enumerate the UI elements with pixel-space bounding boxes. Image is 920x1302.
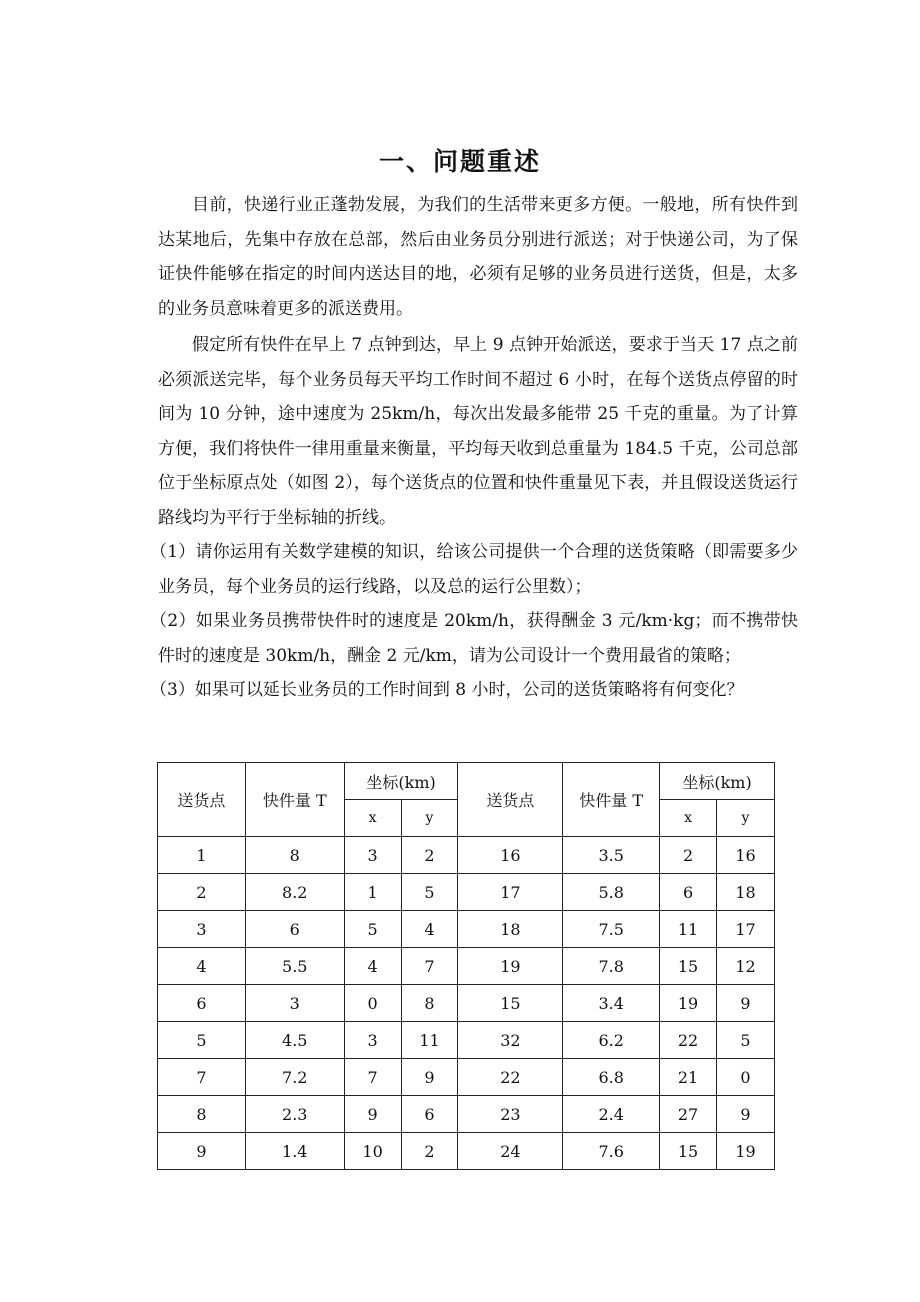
table-cell: 8.2 bbox=[245, 874, 344, 911]
table-row bbox=[158, 1133, 775, 1170]
table-cell: 12 bbox=[717, 948, 775, 985]
table-cell: 9 bbox=[401, 1059, 458, 1096]
table-cell: 27 bbox=[660, 1096, 717, 1133]
table-cell: 19 bbox=[458, 948, 563, 985]
table-cell: 15 bbox=[458, 985, 563, 1022]
table-cell: 5 bbox=[717, 1022, 775, 1059]
table-cell: 6 bbox=[158, 985, 246, 1022]
table-row bbox=[158, 874, 775, 911]
table-cell: 2 bbox=[401, 1133, 458, 1170]
table-cell: 3 bbox=[245, 985, 344, 1022]
table-cell: 1 bbox=[344, 874, 401, 911]
header-x-right: x bbox=[660, 800, 717, 837]
table-cell: 22 bbox=[458, 1059, 563, 1096]
table-cell: 7.8 bbox=[563, 948, 660, 985]
table-cell: 2 bbox=[401, 837, 458, 874]
table-cell: 3.4 bbox=[563, 985, 660, 1022]
table-cell: 16 bbox=[458, 837, 563, 874]
table-cell: 1.4 bbox=[245, 1133, 344, 1170]
question-2: （2）如果业务员携带快件时的速度是 20km/h，获得酬金 3 元/km·kg；而不携带快件时的速度是 30km/h，酬金 2 元/km，请为公司设计一个费用最省的策略； bbox=[150, 611, 798, 666]
table-cell: 7 bbox=[401, 948, 458, 985]
table-cell: 11 bbox=[660, 911, 717, 948]
table-cell: 5.5 bbox=[245, 948, 344, 985]
question-3: （3）如果可以延长业务员的工作时间到 8 小时，公司的送货策略将有何变化？ bbox=[150, 680, 744, 700]
table-cell: 0 bbox=[344, 985, 401, 1022]
table-cell: 8 bbox=[245, 837, 344, 874]
table-cell: 6.2 bbox=[563, 1022, 660, 1059]
table-cell: 15 bbox=[660, 948, 717, 985]
table-row bbox=[158, 985, 775, 1022]
table-cell: 17 bbox=[458, 874, 563, 911]
table-cell: 1 bbox=[158, 837, 246, 874]
table-cell: 6 bbox=[401, 1096, 458, 1133]
table-cell: 9 bbox=[158, 1133, 246, 1170]
table-cell: 3 bbox=[344, 1022, 401, 1059]
table-cell: 18 bbox=[717, 874, 775, 911]
table-cell: 24 bbox=[458, 1133, 563, 1170]
table-cell: 15 bbox=[660, 1133, 717, 1170]
header-point-left: 送货点 bbox=[158, 763, 246, 837]
table-cell: 6 bbox=[245, 911, 344, 948]
table-cell: 5 bbox=[401, 874, 458, 911]
table-cell: 32 bbox=[458, 1022, 563, 1059]
delivery-points-table bbox=[157, 762, 775, 1170]
header-qty-right: 快件量 T bbox=[563, 763, 660, 837]
section-title: 一、问题重述 bbox=[378, 147, 541, 176]
table-row bbox=[158, 911, 775, 948]
header-coord-right: 坐标(km) bbox=[660, 763, 775, 800]
table-cell: 4 bbox=[158, 948, 246, 985]
table-cell: 2 bbox=[660, 837, 717, 874]
table-cell: 8 bbox=[158, 1096, 246, 1133]
table-cell: 7.5 bbox=[563, 911, 660, 948]
header-point-right: 送货点 bbox=[458, 763, 563, 837]
table-cell: 2.3 bbox=[245, 1096, 344, 1133]
table-cell: 17 bbox=[717, 911, 775, 948]
table-cell: 7.2 bbox=[245, 1059, 344, 1096]
table-cell: 7.6 bbox=[563, 1133, 660, 1170]
table-cell: 9 bbox=[717, 1096, 775, 1133]
header-coord-left: 坐标(km) bbox=[344, 763, 458, 800]
table-cell: 7 bbox=[344, 1059, 401, 1096]
table-body bbox=[158, 837, 775, 1170]
table-cell: 8 bbox=[401, 985, 458, 1022]
table-row bbox=[158, 1059, 775, 1096]
table-cell: 21 bbox=[660, 1059, 717, 1096]
table-row bbox=[158, 1096, 775, 1133]
table-cell: 3 bbox=[158, 911, 246, 948]
table-cell: 18 bbox=[458, 911, 563, 948]
table-cell: 5 bbox=[158, 1022, 246, 1059]
table-cell: 0 bbox=[717, 1059, 775, 1096]
table-cell: 19 bbox=[660, 985, 717, 1022]
table-cell: 19 bbox=[717, 1133, 775, 1170]
table-cell: 2 bbox=[158, 874, 246, 911]
assumption-paragraph: 假定所有快件在早上 7 点钟到达，早上 9 点钟开始派送，要求于当天 17 点之前必须派送完毕，每个业务员每天平均工作时间不超过 6 小时，在每个送货点停留的时间为 10 分钟，途中速度为 25km/h，每次出发最多能带 25 千克的重量。为了计算方便，我们将快件一律用重量来衡量，平均每天收到总重量为 184.5 千克，公司总部位于坐标原点处（如图 2），每个送货点的位置和快件重量见下表，并且假设送货运行路线均为平行于坐标轴的折线。 bbox=[158, 335, 798, 528]
table-row bbox=[158, 948, 775, 985]
table-cell: 16 bbox=[717, 837, 775, 874]
table-cell: 3 bbox=[344, 837, 401, 874]
table-cell: 6 bbox=[660, 874, 717, 911]
table-cell: 11 bbox=[401, 1022, 458, 1059]
table-cell: 5 bbox=[344, 911, 401, 948]
table-cell: 4.5 bbox=[245, 1022, 344, 1059]
table-cell: 9 bbox=[717, 985, 775, 1022]
table-cell: 9 bbox=[344, 1096, 401, 1133]
header-x-left: x bbox=[344, 800, 401, 837]
table-row bbox=[158, 837, 775, 874]
header-y-right: y bbox=[717, 800, 775, 837]
intro-paragraph: 目前，快递行业正蓬勃发展，为我们的生活带来更多方便。一般地，所有快件到达某地后，先集中存放在总部，然后由业务员分别进行派送；对于快递公司，为了保证快件能够在指定的时间内送达目的地，必须有足够的业务员进行送货，但是，太多的业务员意味着更多的派送费用。 bbox=[158, 195, 798, 319]
header-qty-left: 快件量 T bbox=[245, 763, 344, 837]
table-cell: 7 bbox=[158, 1059, 246, 1096]
table-row bbox=[158, 1022, 775, 1059]
table-cell: 3.5 bbox=[563, 837, 660, 874]
table-cell: 22 bbox=[660, 1022, 717, 1059]
body-text bbox=[150, 188, 798, 708]
table-cell: 23 bbox=[458, 1096, 563, 1133]
table-cell: 2.4 bbox=[563, 1096, 660, 1133]
table-cell: 10 bbox=[344, 1133, 401, 1170]
table-cell: 5.8 bbox=[563, 874, 660, 911]
table-cell: 6.8 bbox=[563, 1059, 660, 1096]
question-1: （1）请你运用有关数学建模的知识，给该公司提供一个合理的送货策略（即需要多少业务员，每个业务员的运行线路，以及总的运行公里数）； bbox=[150, 542, 798, 597]
table-cell: 4 bbox=[344, 948, 401, 985]
header-y-left: y bbox=[401, 800, 458, 837]
table-cell: 4 bbox=[401, 911, 458, 948]
